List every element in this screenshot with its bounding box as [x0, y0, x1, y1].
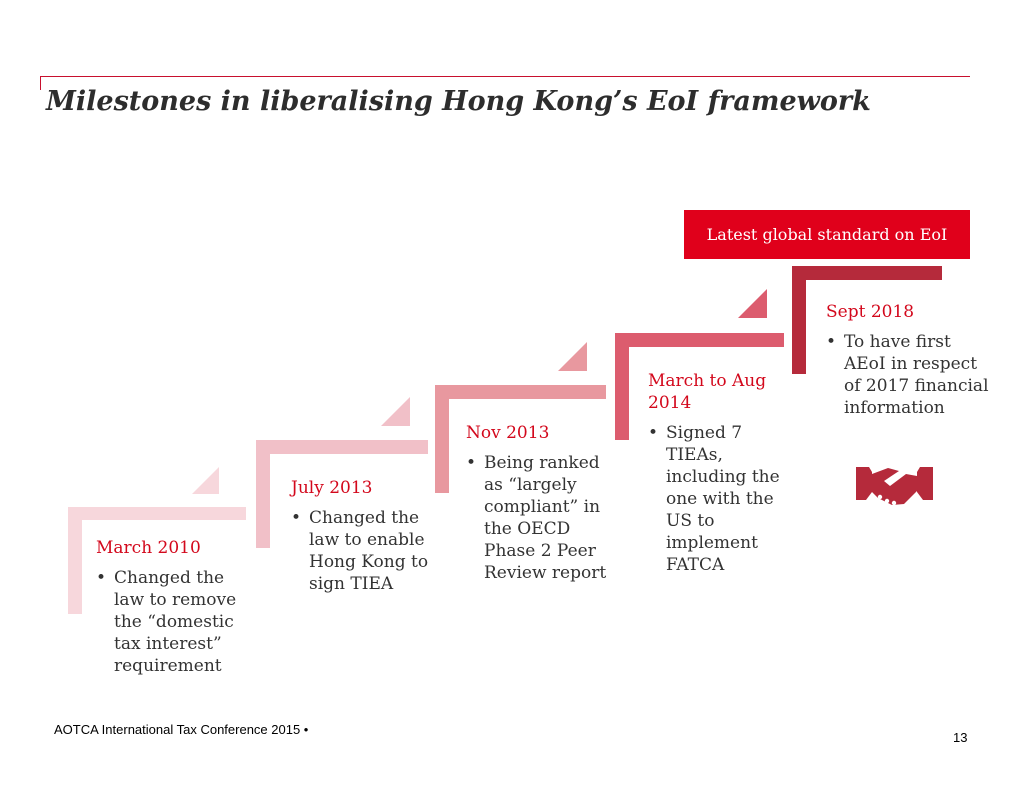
milestone-date: March 2010 — [96, 538, 201, 558]
milestone-bullet: • Changed the law to enable Hong Kong to sign TIEA — [291, 507, 441, 595]
page-title: Milestones in liberalising Hong Kong’s EoI framework — [46, 86, 871, 117]
handshake-icon — [856, 467, 933, 505]
milestone-bullet: • Signed 7 TIEAs, including the one with the US to implement FATCA — [648, 422, 796, 576]
milestone-july-2013 — [291, 477, 441, 595]
milestone-date: Nov 2013 — [466, 423, 550, 443]
milestone-march-aug-2014 — [648, 370, 796, 576]
milestone-bullets — [826, 331, 991, 419]
milestone-date: July 2013 — [291, 478, 373, 498]
milestone-date: Sept 2018 — [826, 302, 915, 322]
milestone-bullets — [466, 452, 616, 584]
step-arrow-2 — [381, 397, 410, 426]
global-standard-banner: Latest global standard on EoI — [684, 210, 970, 259]
step-arrow-1 — [192, 467, 219, 494]
milestone-bullet: • Being ranked as “largely compliant” in the OECD Phase 2 Peer Review report — [466, 452, 616, 584]
step-arrow-3 — [558, 342, 587, 371]
milestone-march-2010 — [96, 537, 246, 677]
footer-conference: AOTCA International Tax Conference 2015 • — [54, 722, 309, 737]
milestone-bullets — [96, 567, 246, 677]
milestone-nov-2013 — [466, 422, 616, 584]
milestone-bullets — [648, 422, 796, 576]
milestone-date: March to Aug 2014 — [648, 371, 767, 413]
step-arrow-4 — [738, 289, 767, 318]
milestone-bullets — [291, 507, 441, 595]
milestone-sept-2018 — [826, 301, 991, 419]
milestone-bullet: • Changed the law to remove the “domestic tax interest” requirement — [96, 567, 246, 677]
page-number: 13 — [953, 730, 968, 745]
milestone-bullet: • To have first AEoI in respect of 2017 financial information — [826, 331, 991, 419]
